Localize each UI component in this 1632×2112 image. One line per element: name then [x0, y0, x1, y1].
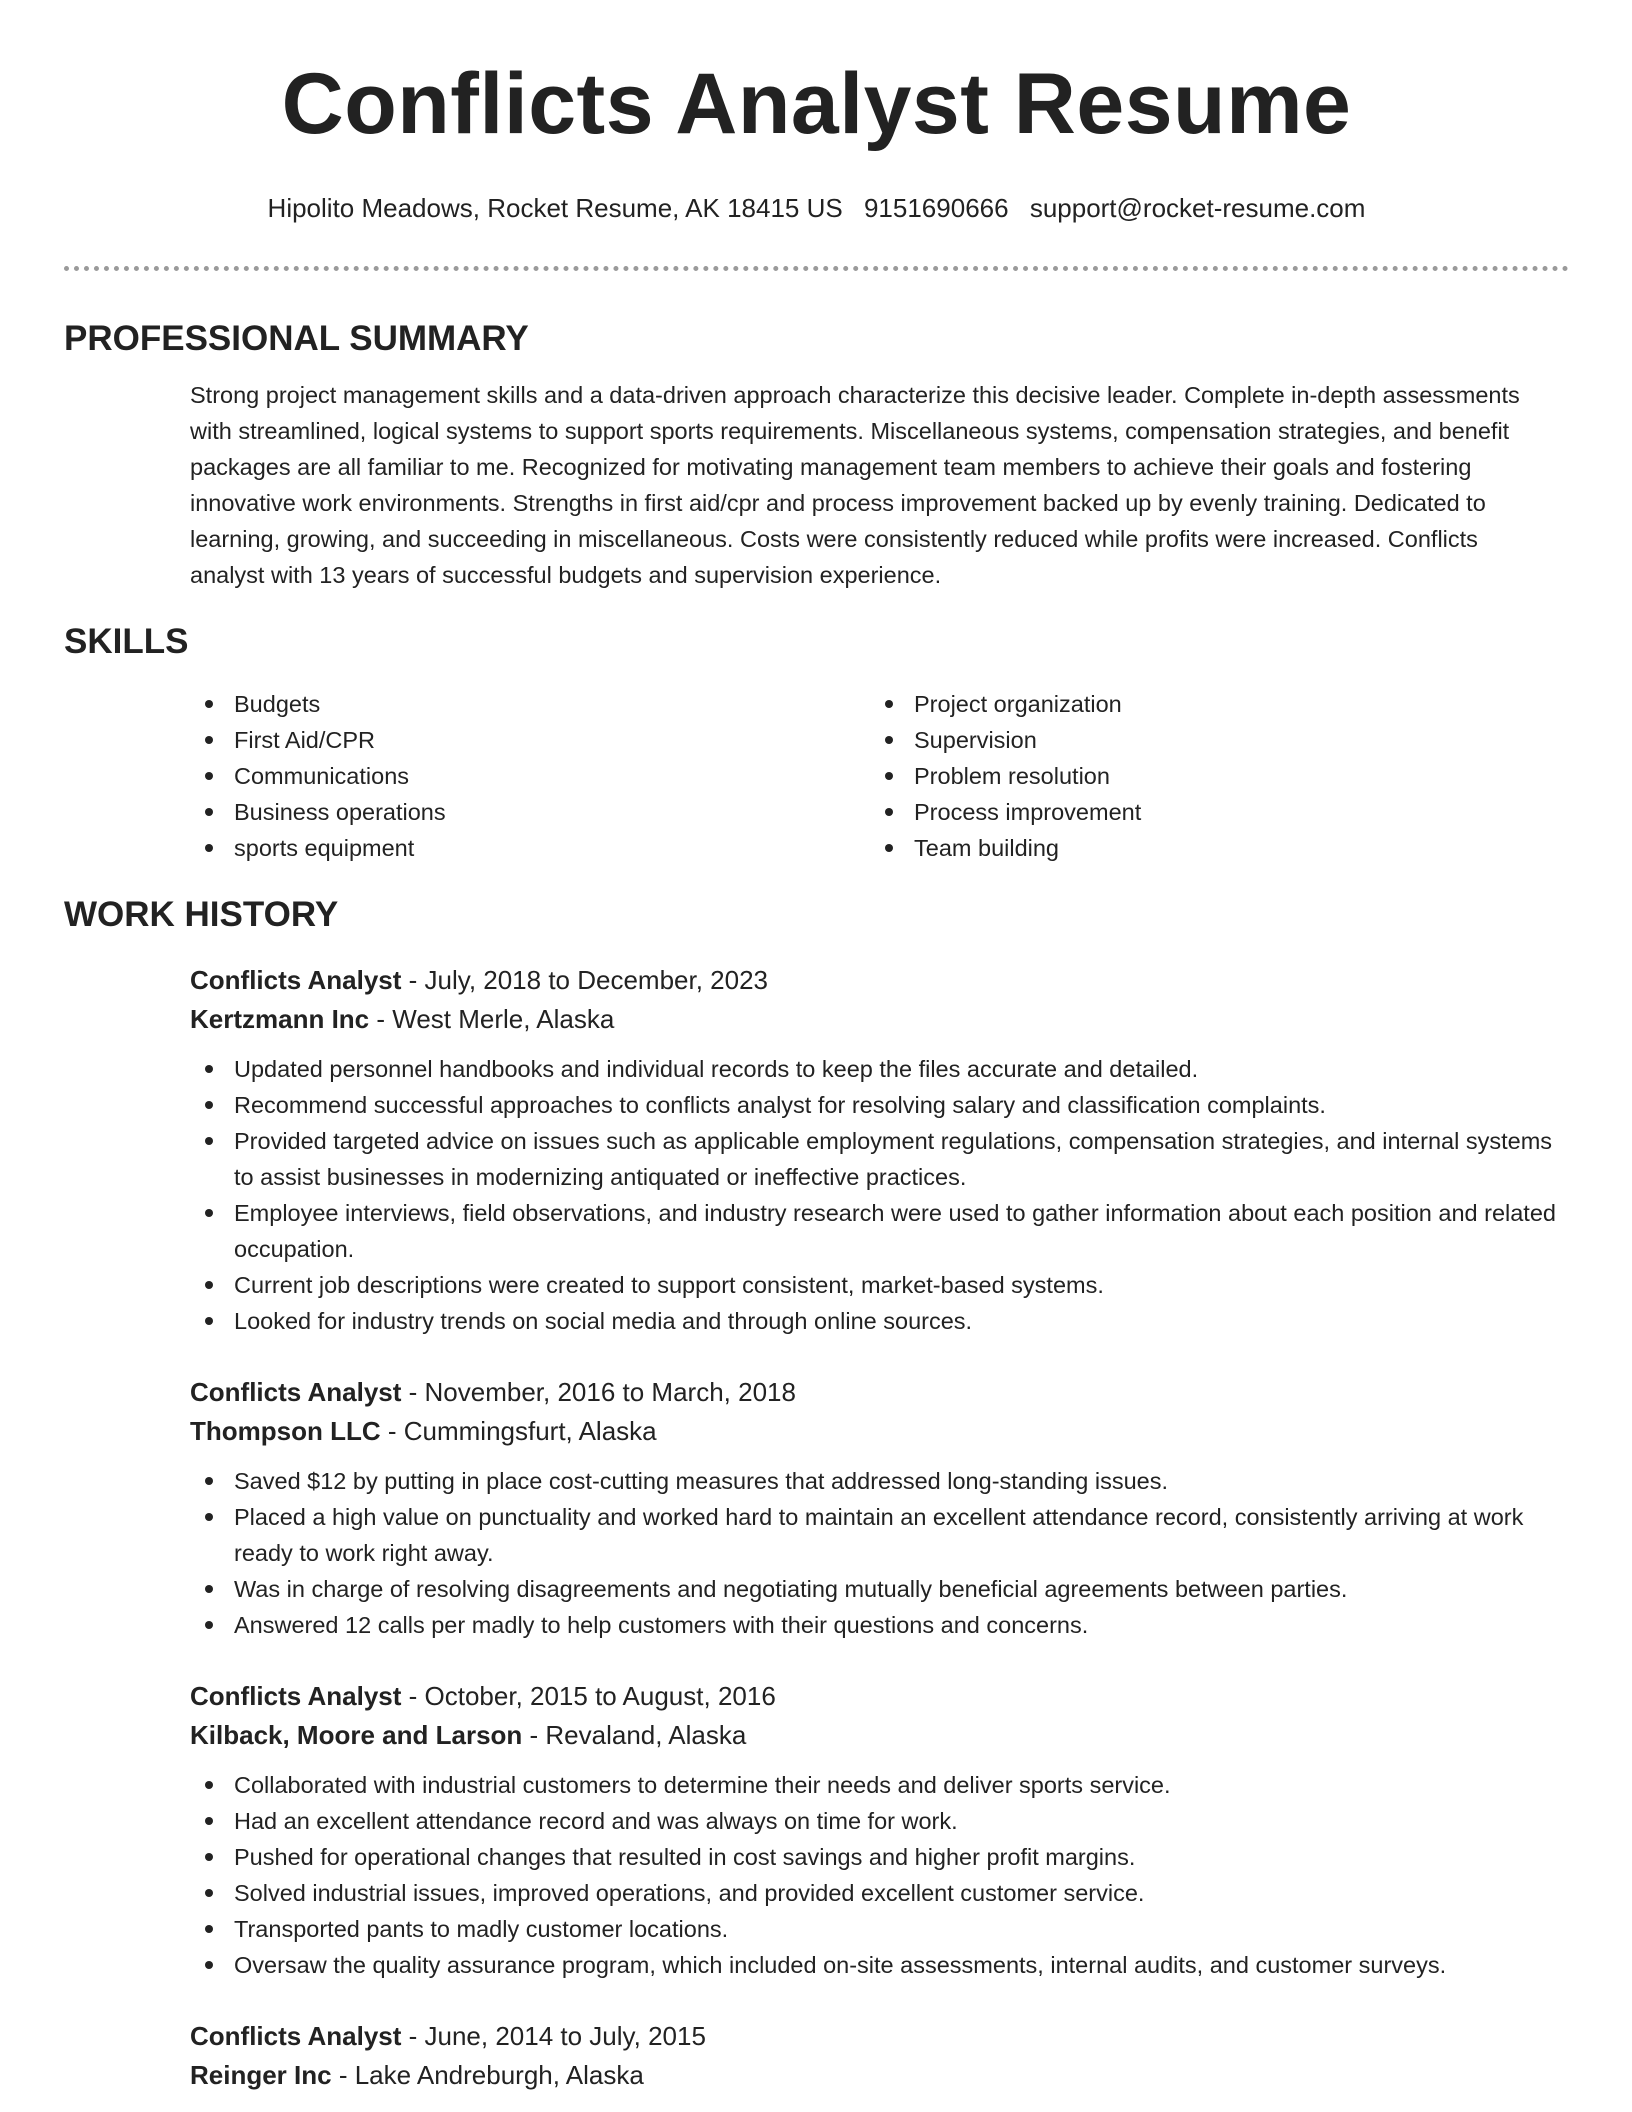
skill-item: Problem resolution — [870, 758, 1550, 794]
job-company-line — [190, 1000, 1569, 1039]
contact-phone: 9151690666 — [863, 193, 1009, 223]
job-bullet: Recommend successful approaches to conflicts analyst for resolving salary and classification complaints. — [190, 1087, 1569, 1123]
job-entry — [190, 1373, 1569, 1643]
job-bullet: Updated personnel handbooks and individual records to keep the files accurate and detailed. — [190, 1051, 1569, 1087]
contact-email: support@rocket-resume.com — [1029, 193, 1366, 223]
skills-column-right — [870, 686, 1550, 866]
job-bullet: Current job descriptions were created to support consistent, market-based systems. — [190, 1267, 1569, 1303]
job-bullet: Answered 12 calls per madly to help customers with their questions and concerns. — [190, 1607, 1569, 1643]
skill-item: Process improvement — [870, 794, 1550, 830]
job-entry — [190, 961, 1569, 1339]
skill-item: Supervision — [870, 722, 1550, 758]
job-location: - Revaland, Alaska — [522, 1720, 747, 1750]
job-title: Conflicts Analyst — [190, 1377, 402, 1407]
job-bullet: Transported pants to madly customer locations. — [190, 1911, 1569, 1947]
work-history-section — [64, 893, 1569, 2095]
job-company-line — [190, 1716, 1569, 1755]
job-title-line — [190, 1373, 1569, 1412]
job-title: Conflicts Analyst — [190, 965, 402, 995]
summary-text: Strong project management skills and a data-driven approach characterize this decisive leader. Complete in-depth assessments with streamlined, logical systems to support sports requirements. Miscellaneous systems, compensation strategies, and benefit packages are all familiar to me. Recognized for motivating management team members to achieve their goals and fostering innovative work environments. Strengths in first aid/cpr and process improvement backed up by evenly training. Dedicated to learning, growing, and succeeding in miscellaneous. Costs were consistently reduced while profits were increased. Conflicts analyst with 13 years of successful budgets and supervision experience. — [190, 382, 1520, 588]
skills-heading: SKILLS — [64, 622, 189, 661]
job-company-line — [190, 1412, 1569, 1451]
skill-item: sports equipment — [190, 830, 870, 866]
job-bullet: Employee interviews, field observations, and industry research were used to gather information about each position and related occupation. — [190, 1195, 1569, 1267]
job-title: Conflicts Analyst — [190, 2021, 402, 2051]
job-bullets — [190, 1463, 1569, 1643]
job-bullets — [190, 1767, 1569, 1983]
skill-item: Budgets — [190, 686, 870, 722]
job-entry — [190, 1677, 1569, 1983]
skill-item: Communications — [190, 758, 870, 794]
job-bullet: Had an excellent attendance record and was always on time for work. — [190, 1803, 1569, 1839]
job-bullet: Collaborated with industrial customers to determine their needs and deliver sports service. — [190, 1767, 1569, 1803]
job-bullet: Pushed for operational changes that resulted in cost savings and higher profit margins. — [190, 1839, 1569, 1875]
job-title-line — [190, 2017, 1569, 2056]
job-bullet: Placed a high value on punctuality and worked hard to maintain an excellent attendance record, consistently arriving at work ready to work right away. — [190, 1499, 1569, 1571]
job-title: Conflicts Analyst — [190, 1681, 402, 1711]
skill-item: Team building — [870, 830, 1550, 866]
summary-heading: PROFESSIONAL SUMMARY — [64, 319, 529, 358]
job-company: Kilback, Moore and Larson — [190, 1720, 523, 1750]
skill-item: First Aid/CPR — [190, 722, 870, 758]
job-company: Thompson LLC — [190, 1416, 381, 1446]
job-bullet: Provided targeted advice on issues such as applicable employment regulations, compensation strategies, and internal systems to assist businesses in modernizing antiquated or ineffective practices. — [190, 1123, 1569, 1195]
job-dates: - October, 2015 to August, 2016 — [401, 1681, 776, 1711]
job-title-line — [190, 961, 1569, 1000]
resume-title: Conflicts Analyst Resume — [281, 56, 1352, 152]
job-dates: - June, 2014 to July, 2015 — [401, 2021, 706, 2051]
job-bullet: Solved industrial issues, improved operations, and provided excellent customer service. — [190, 1875, 1569, 1911]
job-bullets — [190, 1051, 1569, 1339]
skills-list — [190, 686, 1569, 866]
job-dates: - July, 2018 to December, 2023 — [401, 965, 769, 995]
work-history-heading: WORK HISTORY — [64, 895, 339, 934]
header-divider — [64, 266, 1569, 271]
summary-section — [64, 317, 1569, 593]
skill-item: Business operations — [190, 794, 870, 830]
skills-column-left — [190, 686, 870, 866]
resume-header — [64, 0, 1569, 223]
job-entry — [190, 2017, 1569, 2095]
job-bullet: Was in charge of resolving disagreements and negotiating mutually beneficial agreements between parties. — [190, 1571, 1569, 1607]
contact-line — [64, 193, 1569, 223]
job-company-line — [190, 2056, 1569, 2095]
job-location: - Cummingsfurt, Alaska — [380, 1416, 657, 1446]
job-bullet: Looked for industry trends on social media and through online sources. — [190, 1303, 1569, 1339]
job-bullet: Oversaw the quality assurance program, which included on-site assessments, internal audits, and customer surveys. — [190, 1947, 1569, 1983]
job-dates: - November, 2016 to March, 2018 — [401, 1377, 796, 1407]
job-company: Kertzmann Inc — [190, 1004, 370, 1034]
job-location: - Lake Andreburgh, Alaska — [331, 2060, 644, 2090]
job-title-line — [190, 1677, 1569, 1716]
job-location: - West Merle, Alaska — [369, 1004, 615, 1034]
skills-section — [64, 620, 1569, 866]
job-company: Reinger Inc — [190, 2060, 332, 2090]
skill-item: Project organization — [870, 686, 1550, 722]
job-bullet: Saved $12 by putting in place cost-cutting measures that addressed long-standing issues. — [190, 1463, 1569, 1499]
contact-address: Hipolito Meadows, Rocket Resume, AK 18415 US — [267, 193, 843, 223]
